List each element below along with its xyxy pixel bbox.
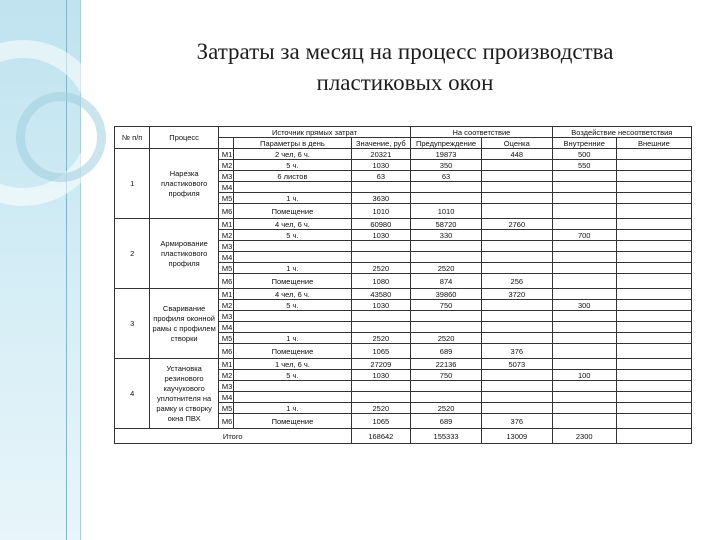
- process-name: Нарезка пластикового профиля: [150, 149, 219, 219]
- source-code: М5: [218, 193, 233, 204]
- external-cost: [616, 381, 691, 392]
- internal-cost: 700: [552, 230, 616, 241]
- table-row: [115, 359, 692, 370]
- cost-value: 1010: [351, 204, 411, 219]
- source-code: М6: [218, 204, 233, 219]
- prevention-cost: 39860: [411, 289, 482, 300]
- daily-params: 4 чел, 6 ч.: [234, 219, 351, 230]
- assessment-cost: [481, 171, 552, 182]
- prevention-cost: 750: [411, 300, 482, 311]
- header-value: Значение, руб: [351, 138, 411, 149]
- prevention-cost: 58720: [411, 219, 482, 230]
- daily-params: [234, 182, 351, 193]
- source-code: М6: [218, 344, 233, 359]
- cost-value: [351, 241, 411, 252]
- external-cost: [616, 300, 691, 311]
- internal-cost: 500: [552, 149, 616, 160]
- prevention-cost: [411, 322, 482, 333]
- cost-value: [351, 322, 411, 333]
- daily-params: [234, 241, 351, 252]
- prevention-cost: 22136: [411, 359, 482, 370]
- daily-params: 5 ч.: [234, 230, 351, 241]
- assessment-cost: 256: [481, 274, 552, 289]
- internal-cost: [552, 182, 616, 193]
- assessment-cost: [481, 333, 552, 344]
- assessment-cost: [481, 370, 552, 381]
- daily-params: Помещение: [234, 344, 351, 359]
- prevention-cost: 350: [411, 160, 482, 171]
- internal-cost: [552, 274, 616, 289]
- assessment-cost: 5073: [481, 359, 552, 370]
- daily-params: 1 ч.: [234, 403, 351, 414]
- internal-cost: [552, 344, 616, 359]
- internal-cost: [552, 252, 616, 263]
- internal-cost: 550: [552, 160, 616, 171]
- internal-cost: 300: [552, 300, 616, 311]
- assessment-cost: 376: [481, 344, 552, 359]
- daily-params: 2 чел, 6 ч.: [234, 149, 351, 160]
- cost-value: [351, 311, 411, 322]
- cost-value: 1065: [351, 414, 411, 429]
- source-code: М3: [218, 311, 233, 322]
- cost-value: 2520: [351, 403, 411, 414]
- title-line-1: Затраты за месяц на процесс производства: [196, 39, 614, 64]
- source-code: М4: [218, 182, 233, 193]
- header-defect: Воздействие несоответствия: [552, 127, 691, 138]
- daily-params: 1 чел, 6 ч.: [234, 359, 351, 370]
- external-cost: [616, 289, 691, 300]
- internal-cost: [552, 171, 616, 182]
- prevention-cost: 330: [411, 230, 482, 241]
- daily-params: 4 чел, 6 ч.: [234, 289, 351, 300]
- external-cost: [616, 171, 691, 182]
- internal-cost: [552, 359, 616, 370]
- table-row: [115, 289, 692, 300]
- header-prevent: Предупреждение: [411, 138, 482, 149]
- assessment-cost: [481, 193, 552, 204]
- assessment-cost: [481, 241, 552, 252]
- process-name: Сваривание профиля оконной рамы с профилем створки: [150, 289, 219, 359]
- header-external: Внешние: [616, 138, 691, 149]
- header-process: Процесс: [150, 127, 219, 149]
- daily-params: [234, 252, 351, 263]
- external-cost: [616, 333, 691, 344]
- external-cost: [616, 344, 691, 359]
- source-code: М1: [218, 149, 233, 160]
- external-cost: [616, 403, 691, 414]
- cost-value: 20321: [351, 149, 411, 160]
- source-code: М6: [218, 414, 233, 429]
- daily-params: 1 ч.: [234, 263, 351, 274]
- assessment-cost: [481, 182, 552, 193]
- internal-cost: [552, 193, 616, 204]
- total-internal: 2300: [552, 429, 616, 444]
- internal-cost: [552, 204, 616, 219]
- internal-cost: [552, 219, 616, 230]
- process-name: Установка резинового каучукового уплотнителя на рамку и створку окна ПВХ: [150, 359, 219, 429]
- external-cost: [616, 274, 691, 289]
- cost-value: [351, 381, 411, 392]
- daily-params: [234, 392, 351, 403]
- source-code: М3: [218, 381, 233, 392]
- source-code: М6: [218, 274, 233, 289]
- source-code: М4: [218, 322, 233, 333]
- prevention-cost: [411, 252, 482, 263]
- assessment-cost: [481, 252, 552, 263]
- daily-params: 1 ч.: [234, 333, 351, 344]
- external-cost: [616, 414, 691, 429]
- daily-params: [234, 381, 351, 392]
- cost-value: 1030: [351, 160, 411, 171]
- external-cost: [616, 219, 691, 230]
- row-number: 1: [115, 149, 150, 219]
- cost-value: 43580: [351, 289, 411, 300]
- internal-cost: [552, 414, 616, 429]
- internal-cost: [552, 322, 616, 333]
- daily-params: Помещение: [234, 274, 351, 289]
- source-code: М2: [218, 230, 233, 241]
- prevention-cost: 689: [411, 344, 482, 359]
- source-code: М1: [218, 359, 233, 370]
- daily-params: [234, 311, 351, 322]
- prevention-cost: 874: [411, 274, 482, 289]
- internal-cost: [552, 263, 616, 274]
- external-cost: [616, 322, 691, 333]
- daily-params: 6 листов: [234, 171, 351, 182]
- cost-value: 1065: [351, 344, 411, 359]
- external-cost: [616, 160, 691, 171]
- assessment-cost: [481, 322, 552, 333]
- external-cost: [616, 392, 691, 403]
- prevention-cost: 2520: [411, 263, 482, 274]
- cost-value: 1080: [351, 274, 411, 289]
- prevention-cost: 2520: [411, 403, 482, 414]
- external-cost: [616, 193, 691, 204]
- row-number: 3: [115, 289, 150, 359]
- cost-value: [351, 392, 411, 403]
- assessment-cost: [481, 204, 552, 219]
- prevention-cost: [411, 381, 482, 392]
- prevention-cost: [411, 182, 482, 193]
- external-cost: [616, 252, 691, 263]
- prevention-cost: 689: [411, 414, 482, 429]
- external-cost: [616, 359, 691, 370]
- assessment-cost: 2760: [481, 219, 552, 230]
- total-prevention: 155333: [411, 429, 482, 444]
- internal-cost: [552, 333, 616, 344]
- external-cost: [616, 241, 691, 252]
- prevention-cost: 63: [411, 171, 482, 182]
- assessment-cost: [481, 311, 552, 322]
- source-code: М5: [218, 263, 233, 274]
- cost-value: 63: [351, 171, 411, 182]
- source-code: М4: [218, 392, 233, 403]
- total-value: 168642: [351, 429, 411, 444]
- external-cost: [616, 370, 691, 381]
- cost-value: 27209: [351, 359, 411, 370]
- internal-cost: [552, 289, 616, 300]
- assessment-cost: [481, 230, 552, 241]
- prevention-cost: 750: [411, 370, 482, 381]
- decorative-ring-small: [16, 92, 106, 182]
- prevention-cost: [411, 311, 482, 322]
- slide-title: [100, 36, 710, 98]
- total-assessment: 13009: [481, 429, 552, 444]
- header-m: [218, 138, 233, 149]
- header-sources: Источник прямых затрат: [218, 127, 410, 138]
- external-cost: [616, 182, 691, 193]
- prevention-cost: [411, 241, 482, 252]
- internal-cost: [552, 241, 616, 252]
- table-row: [115, 219, 692, 230]
- cost-value: 2520: [351, 333, 411, 344]
- internal-cost: [552, 381, 616, 392]
- row-number: 4: [115, 359, 150, 429]
- source-code: М2: [218, 370, 233, 381]
- prevention-cost: [411, 392, 482, 403]
- table-row: [115, 149, 692, 160]
- cost-value: 1030: [351, 230, 411, 241]
- external-cost: [616, 230, 691, 241]
- cost-value: 1030: [351, 300, 411, 311]
- cost-value: 1030: [351, 370, 411, 381]
- total-label: Итого: [115, 429, 352, 444]
- assessment-cost: [481, 300, 552, 311]
- row-number: 2: [115, 219, 150, 289]
- assessment-cost: [481, 403, 552, 414]
- prevention-cost: 1010: [411, 204, 482, 219]
- internal-cost: [552, 403, 616, 414]
- internal-cost: [552, 311, 616, 322]
- daily-params: 5 ч.: [234, 160, 351, 171]
- assessment-cost: 448: [481, 149, 552, 160]
- cost-value: 3630: [351, 193, 411, 204]
- header-params: Параметры в день: [234, 138, 351, 149]
- header-row-1: [115, 127, 692, 138]
- internal-cost: [552, 392, 616, 403]
- source-code: М3: [218, 241, 233, 252]
- assessment-cost: [481, 160, 552, 171]
- prevention-cost: 19873: [411, 149, 482, 160]
- header-assess: Оценка: [481, 138, 552, 149]
- assessment-cost: 376: [481, 414, 552, 429]
- daily-params: Помещение: [234, 204, 351, 219]
- source-code: М1: [218, 219, 233, 230]
- source-code: М4: [218, 252, 233, 263]
- source-code: М5: [218, 403, 233, 414]
- assessment-cost: [481, 392, 552, 403]
- assessment-cost: 3720: [481, 289, 552, 300]
- daily-params: 5 ч.: [234, 370, 351, 381]
- cost-value: 2520: [351, 263, 411, 274]
- cost-value: [351, 182, 411, 193]
- source-code: М2: [218, 300, 233, 311]
- daily-params: 5 ч.: [234, 300, 351, 311]
- assessment-cost: [481, 263, 552, 274]
- header-internal: Внутренние: [552, 138, 616, 149]
- source-code: М1: [218, 289, 233, 300]
- source-code: М3: [218, 171, 233, 182]
- cost-table: [114, 126, 692, 444]
- title-line-2: пластиковых окон: [316, 70, 494, 95]
- external-cost: [616, 311, 691, 322]
- internal-cost: 100: [552, 370, 616, 381]
- cost-value: [351, 252, 411, 263]
- process-name: Армирование пластикового профиля: [150, 219, 219, 289]
- header-fit: На соответствие: [411, 127, 552, 138]
- external-cost: [616, 204, 691, 219]
- source-code: М2: [218, 160, 233, 171]
- prevention-cost: 2520: [411, 333, 482, 344]
- total-external: [616, 429, 691, 444]
- external-cost: [616, 263, 691, 274]
- daily-params: [234, 322, 351, 333]
- assessment-cost: [481, 381, 552, 392]
- daily-params: 1 ч.: [234, 193, 351, 204]
- total-row: [115, 429, 692, 444]
- source-code: М5: [218, 333, 233, 344]
- external-cost: [616, 149, 691, 160]
- header-num: № п/п: [115, 127, 150, 149]
- daily-params: Помещение: [234, 414, 351, 429]
- prevention-cost: [411, 193, 482, 204]
- cost-value: 60980: [351, 219, 411, 230]
